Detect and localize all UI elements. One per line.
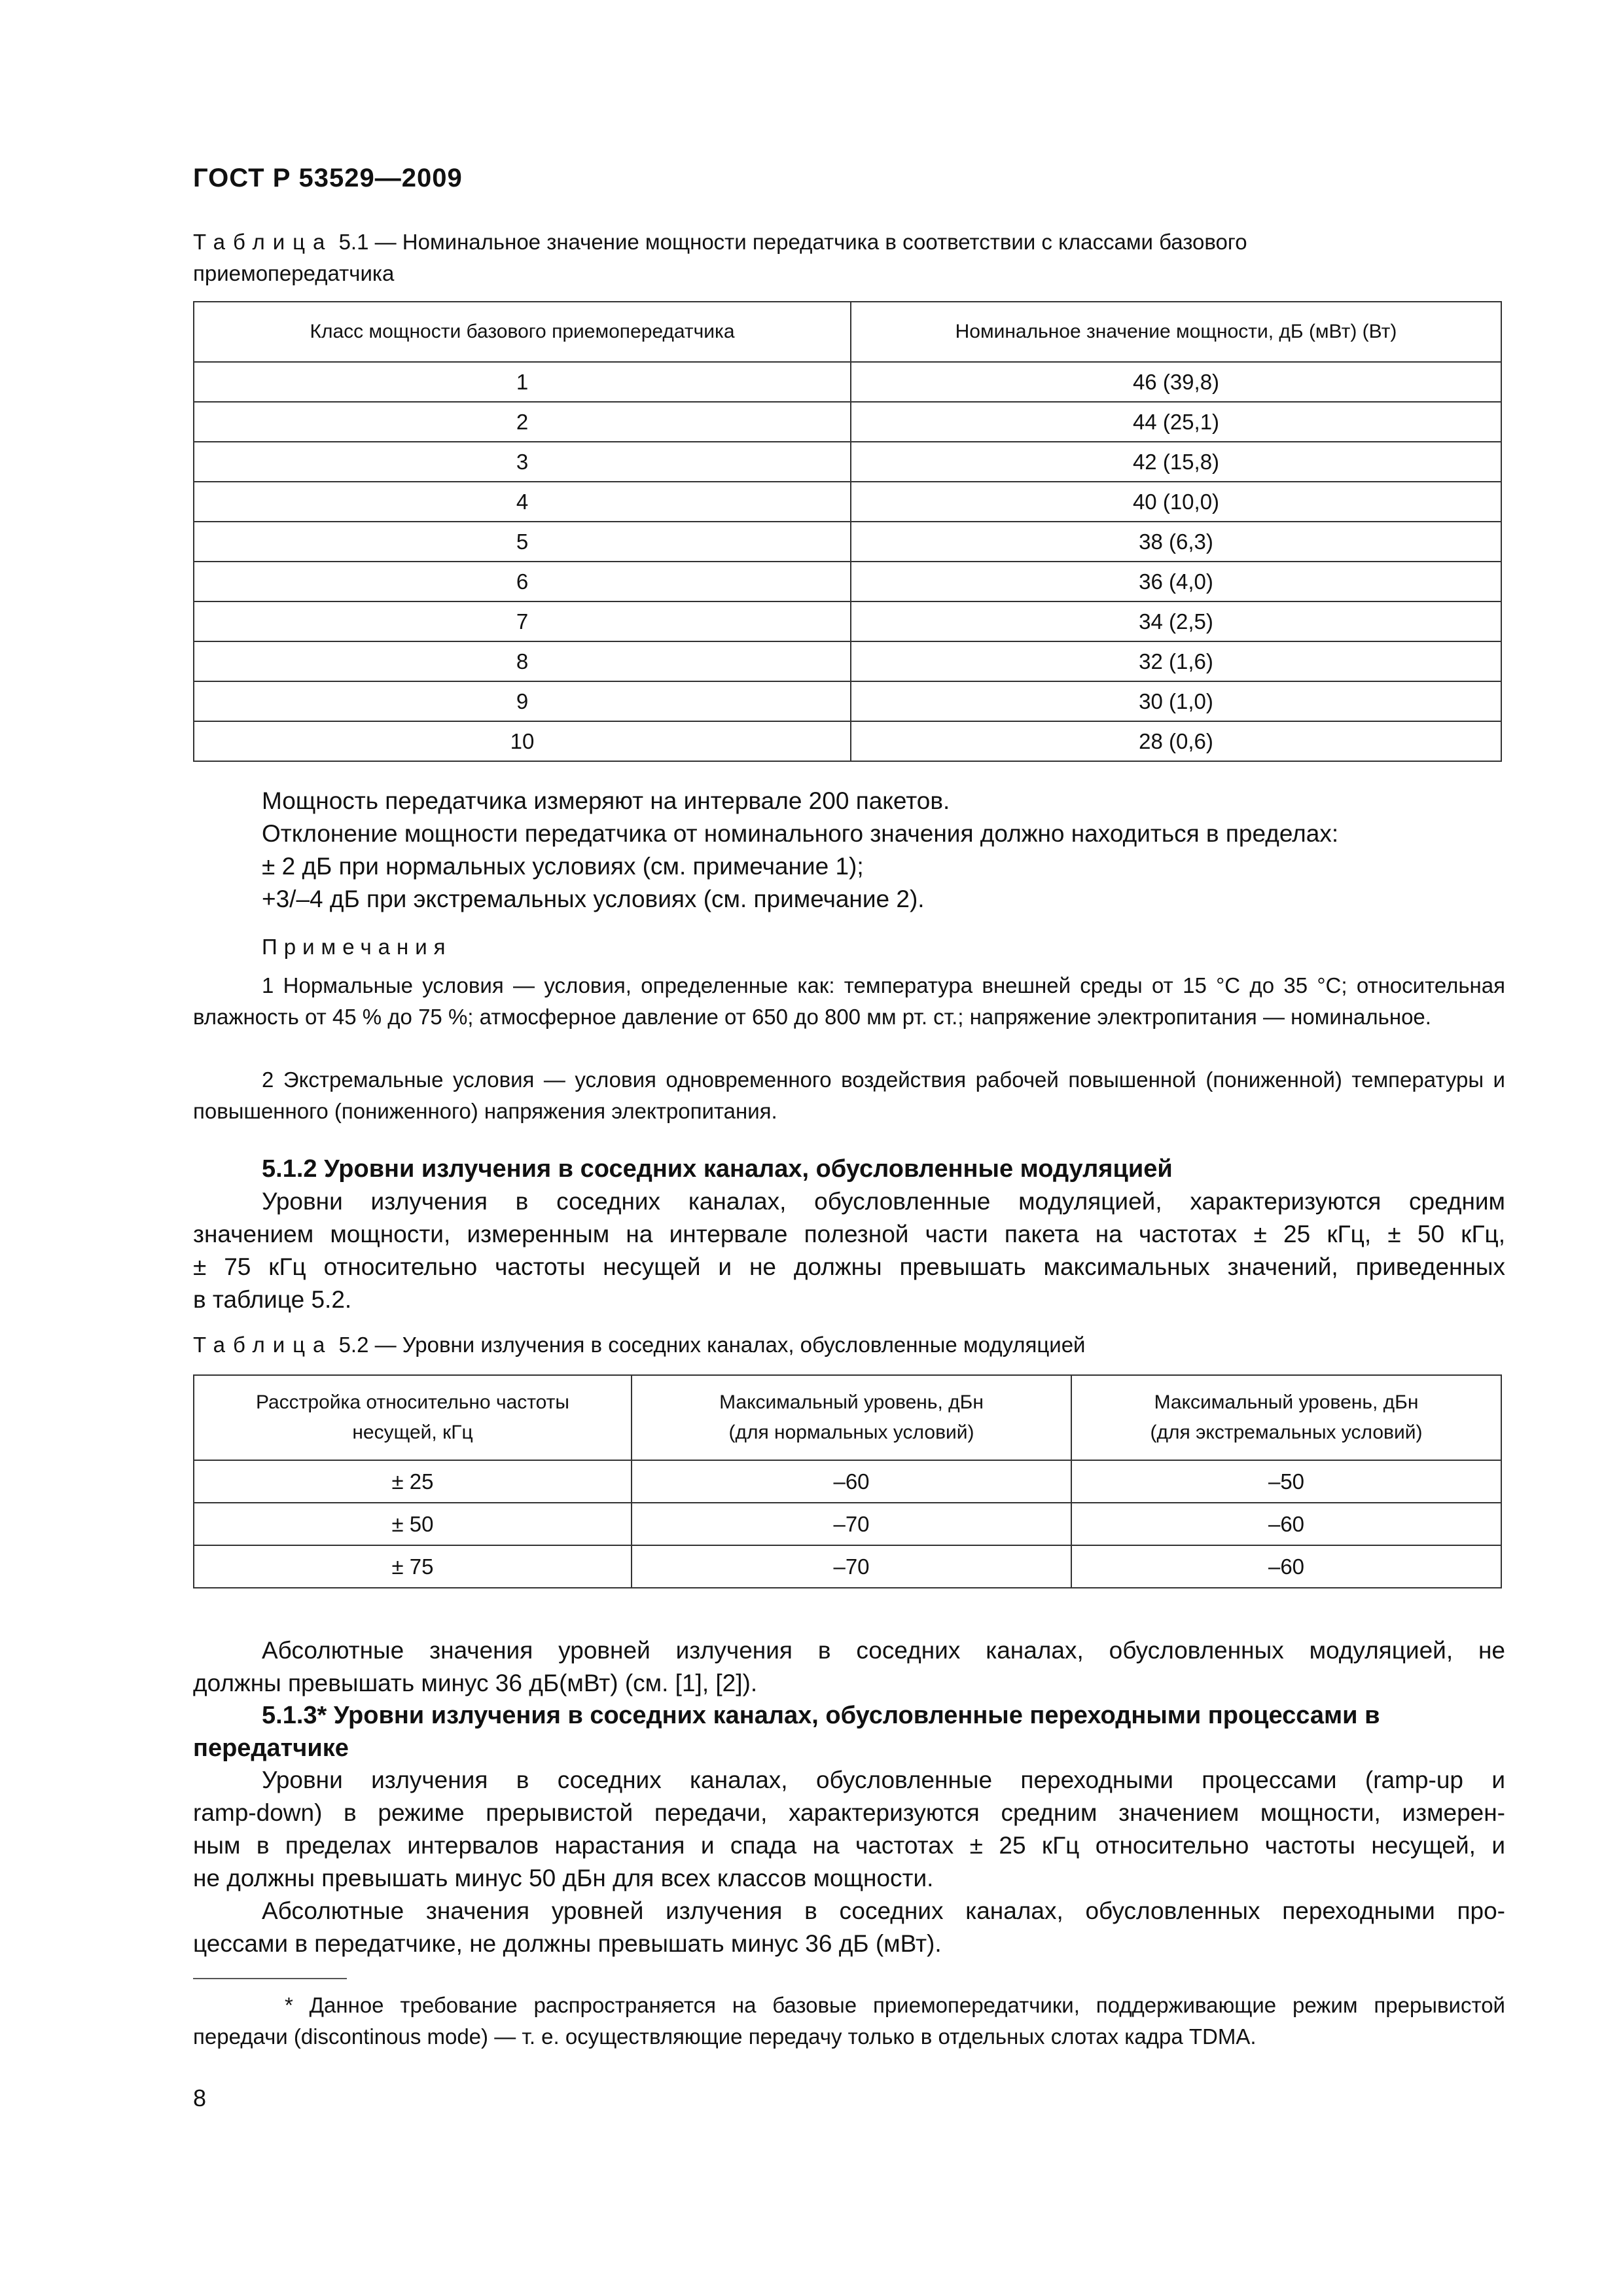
nominal-power-cell: 38 (6,3) [851, 522, 1501, 562]
offset-cell: ± 25 [194, 1460, 632, 1503]
table2-caption [193, 1329, 1085, 1361]
column-header-offset [194, 1375, 632, 1460]
footnote-text: * Данное требование распространяется на базовые приемопередатчики, поддерживающие режим прерывистой передачи (discontinous mode) — т. е. осуществляющие передачу только в отдельных слотах кадра TDMA. [193, 1993, 1505, 2049]
column-header-extreme-line1: Максимальный уровень, дБн [1154, 1391, 1419, 1413]
note-1 [193, 970, 1505, 1033]
adjacent-channel-table [193, 1374, 1502, 1588]
body-line: ± 75 кГц относительно частоты несущей и не должны превышать максимальных значений, приведенных [193, 1253, 1505, 1280]
column-header-nominal-power: Номинальное значение мощности, дБ (мВт) (Вт) [851, 302, 1501, 362]
column-header-power-class: Класс мощности базового приемопередатчика [194, 302, 851, 362]
table2-caption-word: Таблица [193, 1333, 333, 1357]
column-header-normal-line2: (для нормальных условий) [728, 1422, 974, 1443]
body-line [193, 1765, 1505, 1796]
column-header-extreme [1071, 1375, 1501, 1460]
power-class-cell: 10 [194, 721, 851, 761]
power-class-cell: 8 [194, 641, 851, 681]
table-row [194, 721, 1501, 761]
table-header-row [194, 1375, 1501, 1460]
table-row [194, 1503, 1501, 1545]
body-line-text: Уровни излучения в соседних каналах, обусловленные переходными процессами (ramp-up и [262, 1767, 1505, 1793]
body-line: не должны превышать минус 50 дБн для всех классов мощности. [193, 1865, 934, 1892]
note-2-text: 2 Экстремальные условия — условия одновременного воздействия рабочей повышенной (пониженной) температуры и повышенного (пониженного) напряжения электропитания. [193, 1067, 1505, 1123]
nominal-power-cell: 28 (0,6) [851, 721, 1501, 761]
power-class-cell: 6 [194, 562, 851, 601]
table-row [194, 681, 1501, 721]
table1-caption-word: Таблица [193, 230, 333, 254]
body-line: Мощность передатчика измеряют на интервале 200 пакетов. [262, 787, 950, 814]
section-heading-5-1-2: 5.1.2 Уровни излучения в соседних каналах, обусловленные модуляцией [262, 1155, 1173, 1183]
table-row [194, 601, 1501, 641]
power-class-cell: 7 [194, 601, 851, 641]
nominal-power-cell: 44 (25,1) [851, 402, 1501, 442]
table1-caption [193, 226, 1247, 259]
power-class-cell: 4 [194, 482, 851, 522]
extreme-level-cell: –50 [1071, 1460, 1501, 1503]
table-row [194, 641, 1501, 681]
table1-caption-continuation: приемопередатчика [193, 261, 395, 285]
extreme-level-cell: –60 [1071, 1503, 1501, 1545]
power-class-cell: 3 [194, 442, 851, 482]
body-line-text: Абсолютные значения уровней излучения в соседних каналах, обусловленных модуляцией, не [262, 1637, 1505, 1664]
power-class-cell: 1 [194, 362, 851, 402]
column-header-normal [632, 1375, 1071, 1460]
body-line: +3/–4 дБ при экстремальных условиях (см. примечание 2). [262, 886, 925, 912]
body-line [193, 1895, 1505, 1927]
table-row [194, 362, 1501, 402]
normal-level-cell: –70 [632, 1503, 1071, 1545]
table-row [194, 522, 1501, 562]
body-line: значением мощности, измеренным на интервале полезной части пакета на частотах ± 25 кГц, ± 50 кГц, [193, 1221, 1505, 1247]
column-header-offset-line1: Расстройка относительно частоты [255, 1391, 569, 1413]
offset-cell: ± 75 [194, 1545, 632, 1588]
nominal-power-cell: 30 (1,0) [851, 681, 1501, 721]
nominal-power-cell: 46 (39,8) [851, 362, 1501, 402]
footnote-rule [193, 1978, 347, 1979]
table2-caption-text: 5.2 — Уровни излучения в соседних каналах, обусловленные модуляцией [338, 1333, 1086, 1357]
power-class-cell: 5 [194, 522, 851, 562]
table-row [194, 442, 1501, 482]
body-line: ным в пределах интервалов нарастания и спада на частотах ± 25 кГц относительно частоты несущей, и [193, 1832, 1505, 1859]
note-1-text: 1 Нормальные условия — условия, определенные как: температура внешней среды от 15 °С до 35 °С; относительная влажность от 45 % до 75 %; атмосферное давление от 650 до 800 мм рт. ст.; напряжение электропитания — номинальное. [193, 973, 1505, 1029]
nominal-power-cell: 32 (1,6) [851, 641, 1501, 681]
nominal-power-cell: 42 (15,8) [851, 442, 1501, 482]
body-line: Отклонение мощности передатчика от номинального значения должно находиться в пределах: [262, 820, 1339, 847]
table-row [194, 402, 1501, 442]
body-line-text: Абсолютные значения уровней излучения в соседних каналах, обусловленных переходными про- [262, 1897, 1505, 1924]
body-line [193, 1635, 1505, 1666]
body-line: цессами в передатчике, не должны превышать минус 36 дБ (мВт). [193, 1930, 942, 1957]
table-row [194, 562, 1501, 601]
page-number: 8 [193, 2085, 207, 2111]
body-line: ± 2 дБ при нормальных условиях (см. примечание 1); [262, 853, 864, 880]
body-line-text: Уровни излучения в соседних каналах, обусловленные модуляцией, характеризуются средним [262, 1188, 1505, 1215]
power-class-cell: 9 [194, 681, 851, 721]
body-line: должны превышать минус 36 дБ(мВт) (см. [1], [2]). [193, 1670, 758, 1696]
footnote [193, 1990, 1505, 2053]
nominal-power-cell: 34 (2,5) [851, 601, 1501, 641]
body-line [193, 1186, 1505, 1217]
nominal-power-cell: 36 (4,0) [851, 562, 1501, 601]
column-header-normal-line1: Максимальный уровень, дБн [719, 1391, 984, 1413]
table-row [194, 1460, 1501, 1503]
table-row [194, 1545, 1501, 1588]
body-line: в таблице 5.2. [193, 1286, 352, 1313]
power-class-cell: 2 [194, 402, 851, 442]
offset-cell: ± 50 [194, 1503, 632, 1545]
notes-title: Примечания [262, 935, 452, 959]
power-class-table [193, 301, 1502, 762]
table1-caption-text: 5.1 — Номинальное значение мощности передатчика в соответствии с классами базового [338, 230, 1247, 254]
table-row [194, 482, 1501, 522]
normal-level-cell: –70 [632, 1545, 1071, 1588]
table-header-row [194, 302, 1501, 362]
nominal-power-cell: 40 (10,0) [851, 482, 1501, 522]
column-header-offset-line2: несущей, кГц [352, 1422, 473, 1443]
document-header: ГОСТ Р 53529—2009 [193, 164, 463, 192]
normal-level-cell: –60 [632, 1460, 1071, 1503]
column-header-extreme-line2: (для экстремальных условий) [1150, 1422, 1423, 1443]
extreme-level-cell: –60 [1071, 1545, 1501, 1588]
body-line: ramp-down) в режиме прерывистой передачи, характеризуются средним значением мощности, измерен- [193, 1799, 1505, 1826]
section-heading-5-1-3: 5.1.3* Уровни излучения в соседних каналах, обусловленные переходными процессами в передатчике [193, 1702, 1380, 1762]
note-2 [193, 1064, 1505, 1127]
